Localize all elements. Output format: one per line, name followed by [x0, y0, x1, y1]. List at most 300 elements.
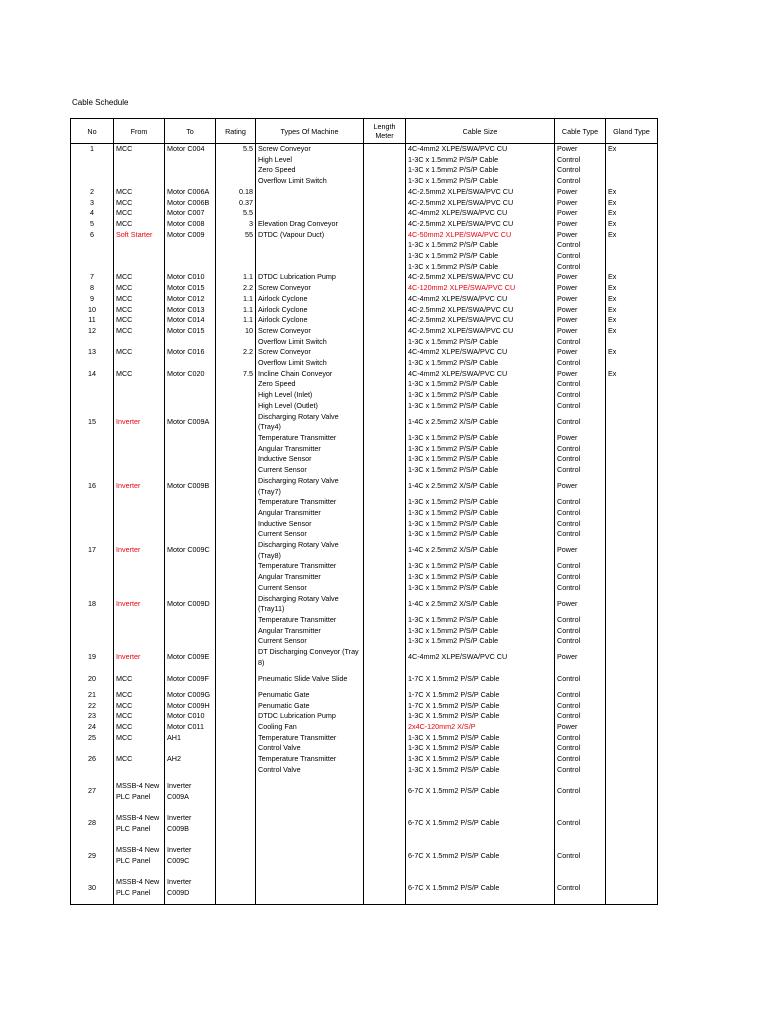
cell-from: Inverter [114, 476, 165, 497]
cell-to: Motor C009G [165, 690, 216, 701]
cell-from [114, 583, 165, 594]
cell-cable-type: Power [555, 647, 606, 668]
cell-cable-type: Control [555, 497, 606, 508]
cell-rating [216, 390, 256, 401]
cell-no: 20 [71, 668, 114, 689]
cell-gland-type [606, 615, 658, 626]
cell-cable-type: Power [555, 219, 606, 230]
cell-rating: 0.18 [216, 187, 256, 198]
cell-machine: Screw Conveyor [256, 326, 364, 337]
cell-from: MCC [114, 208, 165, 219]
cell-cable-type: Control [555, 743, 606, 754]
table-row [71, 240, 658, 251]
cell-from [114, 508, 165, 519]
cell-machine: Angular Transmitter [256, 508, 364, 519]
cell-cable-size: 6-7C X 1.5mm2 P/S/P Cable [406, 808, 555, 840]
table-row [71, 379, 658, 390]
cell-no [71, 262, 114, 273]
table-row [71, 636, 658, 647]
cell-rating [216, 508, 256, 519]
cell-to: Motor C012 [165, 294, 216, 305]
cell-no [71, 401, 114, 412]
cell-gland-type [606, 454, 658, 465]
cell-to [165, 165, 216, 176]
cell-gland-type [606, 775, 658, 807]
column-header-length: Length Meter [364, 119, 406, 144]
cell-cable-size: 6-7C X 1.5mm2 P/S/P Cable [406, 840, 555, 872]
cell-length [364, 636, 406, 647]
cell-cable-type: Control [555, 379, 606, 390]
cell-rating [216, 840, 256, 872]
cell-machine: Screw Conveyor [256, 144, 364, 155]
cell-length [364, 358, 406, 369]
cell-to: Motor C009C [165, 540, 216, 561]
cell-gland-type: Ex [606, 347, 658, 358]
cell-rating [216, 711, 256, 722]
cell-from: MCC [114, 294, 165, 305]
cell-gland-type [606, 540, 658, 561]
cell-gland-type [606, 668, 658, 689]
cell-machine: Temperature Transmitter [256, 733, 364, 744]
table-row [71, 701, 658, 712]
cell-machine: Airlock Cyclone [256, 294, 364, 305]
cell-to [165, 176, 216, 187]
cell-no: 7 [71, 272, 114, 283]
table-row [71, 508, 658, 519]
cell-cable-type: Control [555, 165, 606, 176]
cell-from: MCC [114, 347, 165, 358]
cell-cable-type: Power [555, 722, 606, 733]
cell-length [364, 690, 406, 701]
cell-no: 14 [71, 369, 114, 380]
cell-machine: DTDC (Vapour Duct) [256, 230, 364, 241]
cell-cable-size: 1-3C x 1.5mm2 P/S/P Cable [406, 519, 555, 530]
cell-length [364, 155, 406, 166]
cell-rating [216, 701, 256, 712]
cell-gland-type [606, 636, 658, 647]
cell-from [114, 262, 165, 273]
cell-rating: 5.5 [216, 144, 256, 155]
cell-rating [216, 722, 256, 733]
table-row [71, 583, 658, 594]
cell-cable-type: Control [555, 733, 606, 744]
cell-rating [216, 176, 256, 187]
cell-cable-type: Power [555, 230, 606, 241]
cell-cable-type: Power [555, 476, 606, 497]
table-row [71, 401, 658, 412]
cell-machine [256, 187, 364, 198]
cell-no [71, 743, 114, 754]
cell-from: MSSB-4 New PLC Panel [114, 840, 165, 872]
table-row [71, 711, 658, 722]
table-row [71, 476, 658, 497]
cell-from [114, 454, 165, 465]
cell-cable-size: 4C-4mm2 XLPE/SWA/PVC CU [406, 144, 555, 155]
cell-cable-size: 4C-2.5mm2 XLPE/SWA/PVC CU [406, 326, 555, 337]
cell-no: 6 [71, 230, 114, 241]
cell-length [364, 701, 406, 712]
cell-to: Motor C010 [165, 711, 216, 722]
cell-length [364, 337, 406, 348]
table-row [71, 208, 658, 219]
cell-length [364, 733, 406, 744]
cell-cable-type: Control [555, 668, 606, 689]
cell-gland-type: Ex [606, 305, 658, 316]
cell-cable-type: Control [555, 251, 606, 262]
cell-length [364, 219, 406, 230]
cell-no [71, 337, 114, 348]
cell-cable-size: 1-7C X 1.5mm2 P/S/P Cable [406, 690, 555, 701]
cell-from: MCC [114, 315, 165, 326]
cell-to: Motor C010 [165, 272, 216, 283]
cell-gland-type [606, 379, 658, 390]
cell-no: 11 [71, 315, 114, 326]
cell-machine: Discharging Rotary Valve (Tray8) [256, 540, 364, 561]
cell-cable-type: Control [555, 690, 606, 701]
cell-length [364, 519, 406, 530]
cell-from [114, 379, 165, 390]
cell-rating [216, 165, 256, 176]
cell-length [364, 668, 406, 689]
cell-cable-size: 1-3C x 1.5mm2 P/S/P Cable [406, 465, 555, 476]
cell-cable-size: 1-3C x 1.5mm2 P/S/P Cable [406, 390, 555, 401]
cell-rating [216, 497, 256, 508]
cell-gland-type [606, 433, 658, 444]
table-row [71, 733, 658, 744]
cell-from: MCC [114, 187, 165, 198]
cell-machine: Airlock Cyclone [256, 315, 364, 326]
cell-machine: Overflow Limit Switch [256, 337, 364, 348]
cell-machine: DTDC Lubrication Pump [256, 711, 364, 722]
cell-to [165, 401, 216, 412]
cell-no [71, 626, 114, 637]
cell-machine [256, 872, 364, 905]
cell-from [114, 337, 165, 348]
cell-from [114, 444, 165, 455]
cell-from [114, 529, 165, 540]
cell-rating [216, 647, 256, 668]
cell-cable-size: 1-3C x 1.5mm2 P/S/P Cable [406, 626, 555, 637]
cell-cable-type: Power [555, 326, 606, 337]
table-row [71, 497, 658, 508]
cell-machine: Discharging Rotary Valve (Tray7) [256, 476, 364, 497]
cell-to: Inverter C009C [165, 840, 216, 872]
column-header-to: To [165, 119, 216, 144]
cell-machine [256, 262, 364, 273]
cell-length [364, 251, 406, 262]
cell-length [364, 454, 406, 465]
cell-rating: 1.1 [216, 294, 256, 305]
cell-no: 27 [71, 775, 114, 807]
cell-machine [256, 808, 364, 840]
cell-to [165, 508, 216, 519]
cell-rating [216, 754, 256, 765]
table-row [71, 444, 658, 455]
column-header-cable-size: Cable Size [406, 119, 555, 144]
cell-length [364, 347, 406, 358]
cell-cable-type: Power [555, 594, 606, 615]
cell-length [364, 230, 406, 241]
cell-cable-size: 1-4C x 2.5mm2 X/S/P Cable [406, 476, 555, 497]
table-row [71, 765, 658, 776]
cell-from: MCC [114, 144, 165, 155]
cell-to: Motor C013 [165, 305, 216, 316]
cell-length [364, 412, 406, 433]
cell-to [165, 240, 216, 251]
cable-schedule-table [70, 118, 658, 905]
cell-gland-type: Ex [606, 198, 658, 209]
cell-no: 18 [71, 594, 114, 615]
cell-to [165, 251, 216, 262]
cell-cable-size: 1-3C x 1.5mm2 P/S/P Cable [406, 572, 555, 583]
cell-from: Inverter [114, 594, 165, 615]
cell-no [71, 583, 114, 594]
cell-no [71, 251, 114, 262]
cell-to [165, 497, 216, 508]
cell-from [114, 572, 165, 583]
cell-cable-size: 1-3C X 1.5mm2 P/S/P Cable [406, 765, 555, 776]
cell-no: 16 [71, 476, 114, 497]
cell-from: Inverter [114, 647, 165, 668]
cell-to [165, 529, 216, 540]
cell-cable-size: 1-3C X 1.5mm2 P/S/P Cable [406, 711, 555, 722]
cell-to [165, 561, 216, 572]
cell-to: Motor C020 [165, 369, 216, 380]
cell-rating: 0.37 [216, 198, 256, 209]
cell-rating [216, 626, 256, 637]
cell-cable-type: Power [555, 294, 606, 305]
cell-no: 21 [71, 690, 114, 701]
cell-cable-type: Control [555, 412, 606, 433]
cell-to: Motor C004 [165, 144, 216, 155]
cell-cable-size: 1-3C x 1.5mm2 P/S/P Cable [406, 379, 555, 390]
cell-rating [216, 765, 256, 776]
cell-to [165, 337, 216, 348]
cell-to: Motor C014 [165, 315, 216, 326]
cell-no [71, 433, 114, 444]
cell-machine: Current Sensor [256, 636, 364, 647]
cell-cable-type: Power [555, 198, 606, 209]
cell-no [71, 529, 114, 540]
cell-machine: Current Sensor [256, 465, 364, 476]
cell-machine: Incline Chain Conveyor [256, 369, 364, 380]
cell-gland-type [606, 444, 658, 455]
table-row [71, 594, 658, 615]
cell-no [71, 240, 114, 251]
cell-cable-size: 1-7C X 1.5mm2 P/S/P Cable [406, 668, 555, 689]
cell-to: AH1 [165, 733, 216, 744]
cell-from: Inverter [114, 540, 165, 561]
cell-gland-type [606, 594, 658, 615]
cell-gland-type: Ex [606, 230, 658, 241]
cell-cable-type: Control [555, 701, 606, 712]
cell-cable-size: 4C-50mm2 XLPE/SWA/PVC CU [406, 230, 555, 241]
cell-length [364, 808, 406, 840]
cell-no: 26 [71, 754, 114, 765]
cell-length [364, 444, 406, 455]
table-row [71, 668, 658, 689]
cell-cable-size: 1-3C x 1.5mm2 P/S/P Cable [406, 337, 555, 348]
cell-gland-type: Ex [606, 294, 658, 305]
cell-length [364, 144, 406, 155]
cell-no: 19 [71, 647, 114, 668]
cell-gland-type [606, 626, 658, 637]
cell-rating [216, 454, 256, 465]
cell-gland-type [606, 765, 658, 776]
cell-cable-type: Control [555, 775, 606, 807]
cell-cable-size: 1-3C x 1.5mm2 P/S/P Cable [406, 636, 555, 647]
cell-rating [216, 743, 256, 754]
cell-gland-type: Ex [606, 208, 658, 219]
cell-no: 30 [71, 872, 114, 905]
cell-length [364, 615, 406, 626]
cell-to [165, 465, 216, 476]
cell-cable-type: Control [555, 519, 606, 530]
cell-to: Motor C007 [165, 208, 216, 219]
cell-gland-type [606, 519, 658, 530]
cell-to [165, 765, 216, 776]
cell-machine [256, 240, 364, 251]
table-row [71, 412, 658, 433]
cell-to: Inverter C009B [165, 808, 216, 840]
cell-machine: Elevation Drag Conveyor [256, 219, 364, 230]
cell-no [71, 358, 114, 369]
table-row [71, 198, 658, 209]
cell-gland-type [606, 401, 658, 412]
table-row [71, 872, 658, 905]
cell-from: MCC [114, 711, 165, 722]
table-row [71, 743, 658, 754]
cell-cable-type: Control [555, 626, 606, 637]
cell-from: MCC [114, 369, 165, 380]
cell-length [364, 294, 406, 305]
cell-from: MCC [114, 701, 165, 712]
cell-rating [216, 358, 256, 369]
cell-rating [216, 561, 256, 572]
cell-length [364, 583, 406, 594]
cell-length [364, 305, 406, 316]
cell-machine: Discharging Rotary Valve (Tray11) [256, 594, 364, 615]
cell-gland-type [606, 176, 658, 187]
cell-length [364, 872, 406, 905]
cell-gland-type [606, 165, 658, 176]
cell-rating [216, 379, 256, 390]
cell-machine: Temperature Transmitter [256, 433, 364, 444]
cell-length [364, 187, 406, 198]
cell-cable-size: 1-3C x 1.5mm2 P/S/P Cable [406, 529, 555, 540]
cell-to [165, 519, 216, 530]
table-row [71, 358, 658, 369]
cell-no [71, 176, 114, 187]
cell-cable-type: Control [555, 155, 606, 166]
cell-machine: Penumatic Gate [256, 701, 364, 712]
cell-rating [216, 251, 256, 262]
cell-machine: Discharging Rotary Valve (Tray4) [256, 412, 364, 433]
table-row [71, 187, 658, 198]
cell-no [71, 465, 114, 476]
cell-gland-type: Ex [606, 219, 658, 230]
cell-to: Inverter C009D [165, 872, 216, 905]
cell-rating [216, 433, 256, 444]
cell-length [364, 283, 406, 294]
cell-cable-size: 2x4C-120mm2 X/S/P [406, 722, 555, 733]
table-row [71, 369, 658, 380]
cell-from [114, 626, 165, 637]
cell-to [165, 262, 216, 273]
cell-length [364, 508, 406, 519]
cell-cable-size: 6-7C X 1.5mm2 P/S/P Cable [406, 775, 555, 807]
cell-no: 28 [71, 808, 114, 840]
cell-gland-type [606, 337, 658, 348]
column-header-from: From [114, 119, 165, 144]
cell-length [364, 476, 406, 497]
cell-cable-size: 1-4C x 2.5mm2 X/S/P Cable [406, 412, 555, 433]
cell-no [71, 572, 114, 583]
cell-machine: Zero Speed [256, 379, 364, 390]
cell-cable-size: 1-4C x 2.5mm2 X/S/P Cable [406, 594, 555, 615]
table-row [71, 840, 658, 872]
cell-from: MSSB-4 New PLC Panel [114, 775, 165, 807]
cell-from: MSSB-4 New PLC Panel [114, 872, 165, 905]
table-row [71, 294, 658, 305]
cell-gland-type [606, 840, 658, 872]
cell-cable-type: Power [555, 315, 606, 326]
cell-machine: Screw Conveyor [256, 283, 364, 294]
cell-cable-type: Power [555, 540, 606, 561]
column-header-machine: Types Of Machine [256, 119, 364, 144]
cell-cable-size: 4C-2.5mm2 XLPE/SWA/PVC CU [406, 187, 555, 198]
cell-no [71, 165, 114, 176]
cell-cable-type: Control [555, 337, 606, 348]
cell-no [71, 390, 114, 401]
cell-from [114, 240, 165, 251]
cell-rating [216, 540, 256, 561]
cell-machine: Angular Transmitter [256, 572, 364, 583]
cell-no [71, 561, 114, 572]
cell-cable-size: 4C-4mm2 XLPE/SWA/PVC CU [406, 347, 555, 358]
cell-gland-type [606, 647, 658, 668]
cell-cable-size: 1-3C x 1.5mm2 P/S/P Cable [406, 240, 555, 251]
cell-rating [216, 262, 256, 273]
cell-rating [216, 636, 256, 647]
cell-gland-type [606, 251, 658, 262]
cell-to [165, 155, 216, 166]
cell-length [364, 572, 406, 583]
cell-gland-type [606, 690, 658, 701]
cell-to: AH2 [165, 754, 216, 765]
cell-gland-type [606, 711, 658, 722]
cell-cable-type: Control [555, 508, 606, 519]
cell-machine: Inductive Sensor [256, 454, 364, 465]
cell-from: MCC [114, 754, 165, 765]
cell-rating [216, 465, 256, 476]
cell-no: 24 [71, 722, 114, 733]
cell-cable-type: Control [555, 636, 606, 647]
cell-no [71, 444, 114, 455]
cell-rating [216, 337, 256, 348]
table-row [71, 690, 658, 701]
cell-rating: 3 [216, 219, 256, 230]
cell-to [165, 583, 216, 594]
cell-no: 23 [71, 711, 114, 722]
cell-gland-type [606, 733, 658, 744]
cell-rating: 5.5 [216, 208, 256, 219]
cell-to: Motor C016 [165, 347, 216, 358]
cell-rating [216, 401, 256, 412]
table-row [71, 561, 658, 572]
cell-to: Motor C011 [165, 722, 216, 733]
table-row [71, 305, 658, 316]
